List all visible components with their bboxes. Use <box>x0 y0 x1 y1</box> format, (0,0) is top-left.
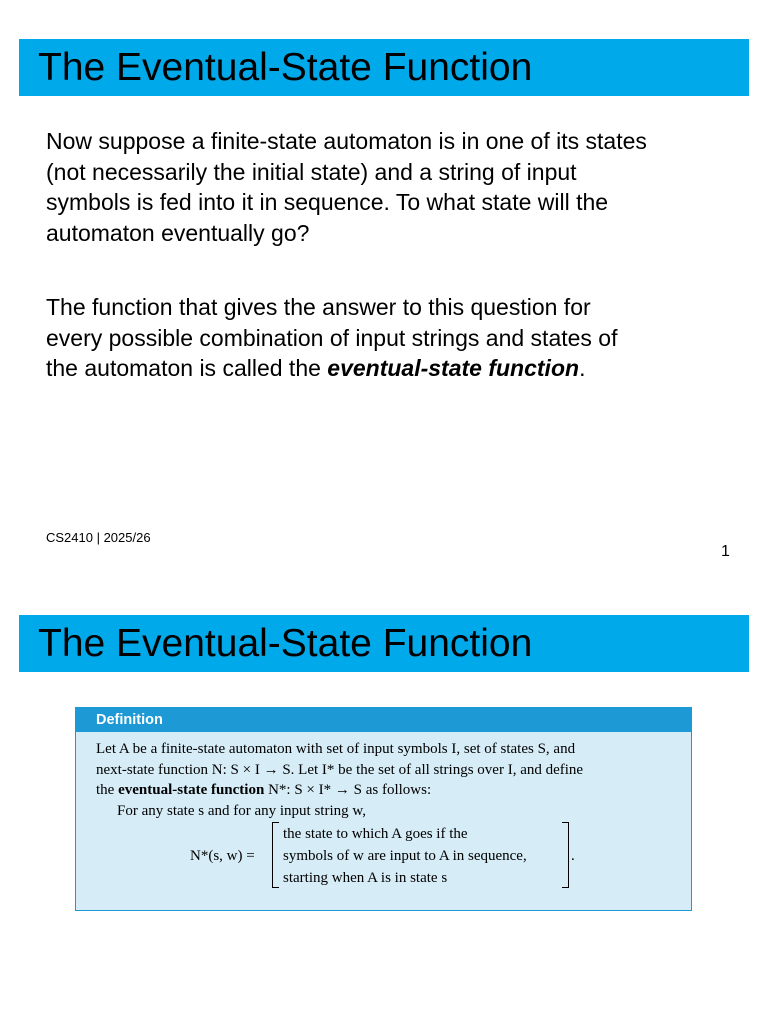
definition-line: next-state function N: S × I → S. Let I* be the set of all strings over I, and define <box>96 761 584 778</box>
paragraph-period: . <box>579 355 586 381</box>
paragraph-line: (not necessarily the initial state) and a string of input <box>46 158 577 185</box>
slide1-title: The Eventual-State Function <box>38 46 533 89</box>
right-bracket <box>562 822 569 888</box>
formula-row: starting when A is in state s <box>283 870 448 886</box>
definition-line <box>96 780 691 801</box>
formula-rows <box>283 823 527 889</box>
slide-footer: CS2410 | 2025/26 <box>46 530 151 545</box>
definition-body <box>76 732 691 894</box>
paragraph-text: the automaton is called the <box>46 355 328 381</box>
definition-term: eventual-state function <box>118 782 265 798</box>
key-term: eventual-state function <box>327 355 580 381</box>
definition-text: the <box>96 782 119 798</box>
formula <box>96 822 691 894</box>
slide1-paragraph-1 <box>46 126 736 248</box>
definition-line: For any state s and for any input string w, <box>117 802 366 819</box>
paragraph-line: every possible combination of input strings and states of <box>46 324 618 351</box>
slide1-title-bar <box>19 39 749 96</box>
definition-header: Definition <box>76 708 691 732</box>
paragraph-line: symbols is fed into it in sequence. To what state will the <box>46 189 609 215</box>
formula-period: . <box>571 848 575 864</box>
slide2-title-bar <box>19 615 749 672</box>
slide2-title: The Eventual-State Function <box>38 622 533 665</box>
paragraph-line: The function that gives the answer to this question for <box>46 294 591 320</box>
definition-line: Let A be a finite-state automaton with set of input symbols I, set of states S, and <box>96 741 576 757</box>
paragraph-line: Now suppose a finite-state automaton is in one of its states <box>46 128 647 154</box>
formula-row: symbols of w are input to A in sequence, <box>283 848 527 864</box>
formula-row: the state to which A goes if the <box>283 826 468 842</box>
definition-text: N*: S × I* → S as follows: <box>264 782 432 798</box>
slide1-paragraph-2 <box>46 292 736 384</box>
slide-number: 1 <box>721 543 730 560</box>
left-bracket <box>272 822 279 888</box>
formula-lhs: N*(s, w) = <box>190 848 255 864</box>
paragraph-line <box>46 353 736 384</box>
definition-box <box>75 707 692 911</box>
paragraph-line: automaton eventually go? <box>46 219 310 246</box>
